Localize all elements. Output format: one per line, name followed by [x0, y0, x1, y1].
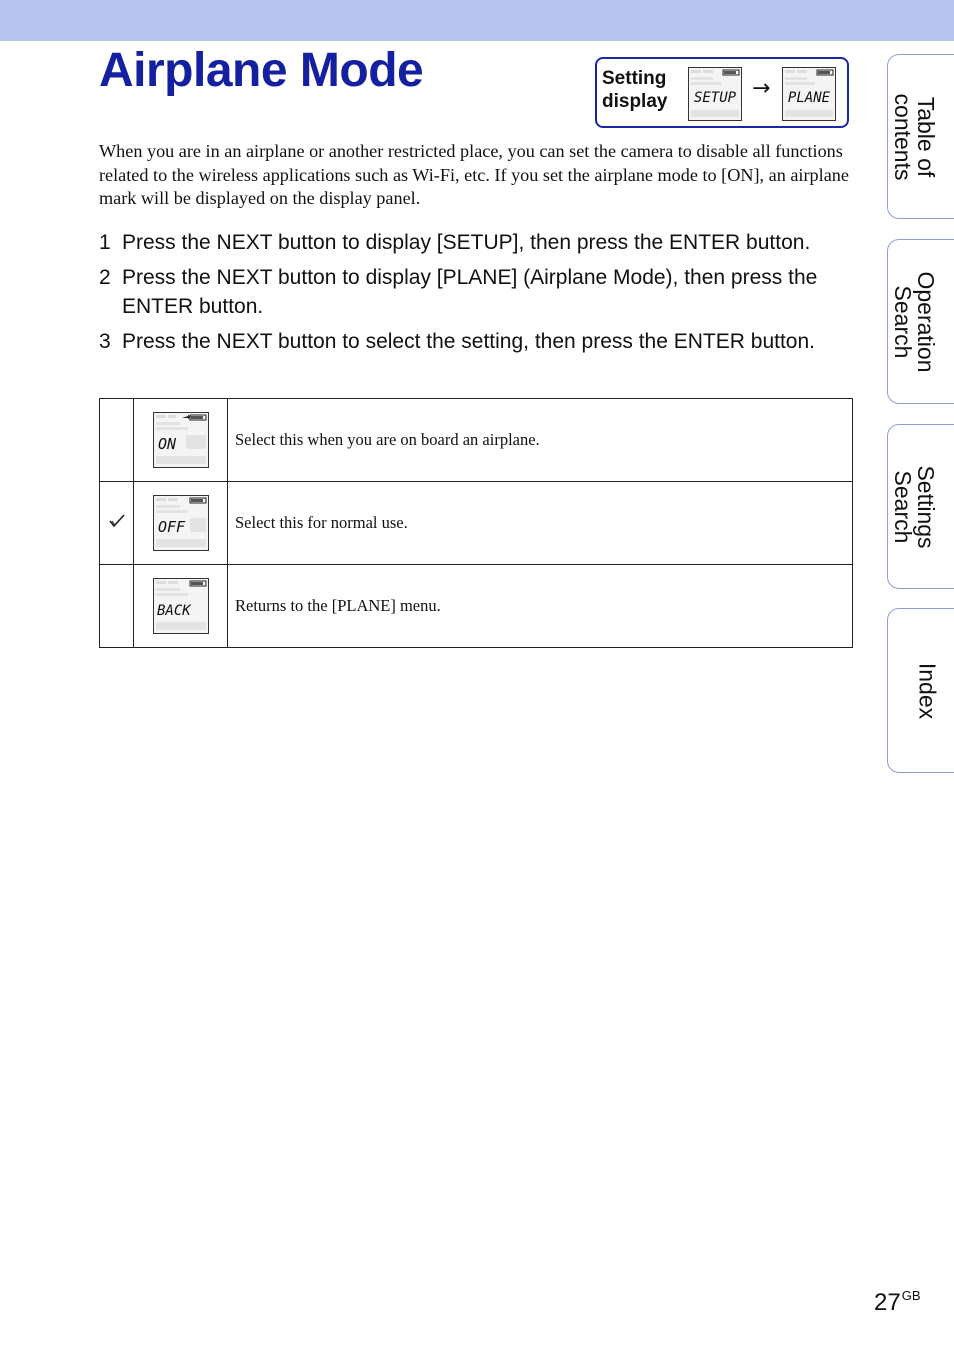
- top-bar: [0, 0, 954, 41]
- step-number: 3: [99, 330, 111, 353]
- description-cell: Select this when you are on board an airplane.: [228, 399, 853, 482]
- lcd-off-icon: [153, 495, 209, 551]
- lcd-plane-icon: [782, 67, 836, 121]
- step-number: 1: [99, 231, 111, 254]
- tab-table-of-contents[interactable]: Table of contents: [887, 54, 954, 219]
- table-row: [100, 482, 853, 565]
- step-text: Press the NEXT button to display [PLANE] (Airplane Mode), then press the ENTER button.: [122, 266, 818, 318]
- icon-cell: [134, 399, 228, 482]
- step-number: 2: [99, 266, 111, 289]
- step-text: Press the NEXT button to display [SETUP], then press the ENTER button.: [122, 231, 811, 254]
- description-cell: Select this for normal use.: [228, 482, 853, 565]
- default-cell: [100, 482, 134, 565]
- step-2: [99, 263, 859, 321]
- lcd-setup-icon: [688, 67, 742, 121]
- default-cell: [100, 565, 134, 648]
- tab-index[interactable]: Index: [887, 608, 954, 773]
- step-3: [99, 327, 859, 356]
- svg-text:SETUP: SETUP: [693, 90, 737, 106]
- table-row: [100, 399, 853, 482]
- setting-display-box: [595, 57, 849, 128]
- lcd-on-icon: [153, 412, 209, 468]
- steps-list: [99, 228, 859, 362]
- options-table: [99, 398, 853, 648]
- arrow-right-icon: →: [752, 76, 771, 101]
- svg-text:ON: ON: [157, 435, 176, 453]
- page-number: $27^{GB}$: [874, 1288, 921, 1316]
- svg-text:BACK: BACK: [156, 603, 191, 619]
- description-cell: Returns to the [PLANE] menu.: [228, 565, 853, 648]
- svg-text:PLANE: PLANE: [787, 90, 831, 106]
- setting-display-label: Setting display: [602, 68, 668, 112]
- default-cell: [100, 399, 134, 482]
- default-check-icon: [109, 514, 125, 528]
- table-row: [100, 565, 853, 648]
- svg-text:OFF: OFF: [157, 518, 185, 536]
- tab-operation-search[interactable]: Operation Search: [887, 239, 954, 404]
- lcd-back-icon: [153, 578, 209, 634]
- tab-settings-search[interactable]: Settings Search: [887, 424, 954, 589]
- icon-cell: [134, 482, 228, 565]
- page-title: Airplane Mode: [99, 44, 424, 97]
- step-1: [99, 228, 859, 257]
- step-text: Press the NEXT button to select the setting, then press the ENTER button.: [122, 330, 815, 353]
- intro-paragraph: When you are in an airplane or another restricted place, you can set the camera to disable all functions related to the wireless applications such as Wi-Fi, etc. If you set the airplane mode to [ON], an airplane mark will be displayed on the display panel.: [99, 141, 849, 208]
- icon-cell: [134, 565, 228, 648]
